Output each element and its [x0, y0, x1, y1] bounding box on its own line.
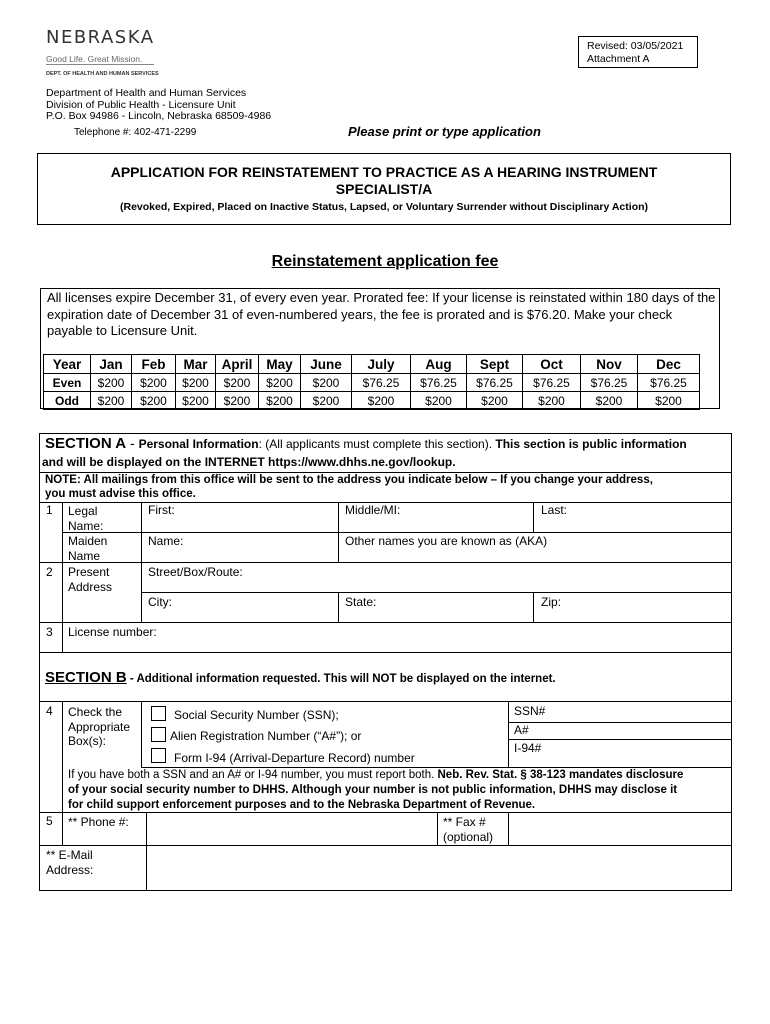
fee-cell: $200 — [581, 392, 638, 410]
fee-text: All licenses expire December 31, of every even year. Prorated fee: If your license is reinstated within 180 days of the expiration date of December 31 of even-numbered years, the fee is prorated and is $76.20. Make your check payable to Licensure Unit. — [47, 290, 716, 338]
fee-header-cell: April — [216, 355, 259, 374]
address-line: Division of Public Health - Licensure Unit — [46, 98, 236, 111]
fee-header-cell: May — [259, 355, 301, 374]
disclosure-note — [68, 768, 683, 783]
fee-cell: $200 — [91, 374, 132, 392]
fee-cell: $76.25 — [638, 374, 700, 392]
fee-cell: $200 — [132, 374, 176, 392]
fee-header-cell: Dec — [638, 355, 700, 374]
label-line: Legal — [68, 504, 98, 518]
section-a-subtitle: Personal Information — [138, 437, 259, 451]
fee-row-label: Odd — [44, 392, 91, 410]
label-line: Check the — [68, 705, 123, 719]
maiden-name-label — [68, 534, 107, 563]
fee-cell: $200 — [176, 392, 216, 410]
fee-cell: $200 — [176, 374, 216, 392]
aka-field[interactable]: Other names you are known as (AKA) — [345, 534, 548, 548]
section-a-public-note: This section is public information — [495, 437, 687, 451]
fee-cell: $200 — [301, 374, 352, 392]
address-line: Department of Health and Human Services — [46, 87, 247, 99]
item-number: 4 — [46, 704, 53, 718]
fee-row-label: Even — [44, 374, 91, 392]
label-line: Address: — [46, 862, 94, 877]
label-line: Address — [68, 579, 113, 594]
first-name-field[interactable]: First: — [148, 503, 175, 517]
print-instruction: Please print or type application — [348, 124, 541, 139]
fee-header-cell: Mar — [176, 355, 216, 374]
fee-cell: $200 — [91, 392, 132, 410]
ssn-field[interactable]: SSN# — [514, 704, 546, 718]
fax-label — [443, 815, 493, 844]
fee-cell: $76.25 — [523, 374, 581, 392]
fee-cell: $200 — [132, 392, 176, 410]
check-boxes-label — [68, 705, 130, 749]
fee-cell: $200 — [638, 392, 700, 410]
i94-checkbox[interactable] — [151, 748, 166, 763]
alien-option-label: Alien Registration Number (“A#”); or — [170, 729, 362, 743]
logo-dept: DEPT. OF HEALTH AND HUMAN SERVICES — [46, 71, 159, 77]
fee-cell: $200 — [467, 392, 523, 410]
legal-name-label — [68, 504, 103, 533]
zip-field[interactable]: Zip: — [541, 595, 562, 609]
label-line: Maiden — [68, 534, 108, 548]
email-label — [46, 848, 93, 877]
maiden-name-field[interactable]: Name: — [148, 534, 184, 548]
label-line: (optional) — [443, 829, 494, 844]
fee-cell: $200 — [411, 392, 467, 410]
section-a-note: : (All applicants must complete this section). — [258, 437, 496, 451]
section-b-title: SECTION B — [45, 669, 127, 686]
fee-cell: $200 — [216, 374, 259, 392]
fee-heading: Reinstatement application fee — [271, 253, 499, 270]
label-line: Present — [68, 565, 110, 579]
i94-option-label: Form I-94 (Arrival-Departure Record) number — [174, 751, 415, 765]
mailing-note: NOTE: All mailings from this office will be sent to the address you indicate below – If you change your address, — [45, 474, 653, 486]
i94-field[interactable]: I-94# — [514, 741, 542, 755]
fee-header-cell: June — [301, 355, 352, 374]
fee-header-cell: July — [352, 355, 411, 374]
city-field[interactable]: City: — [148, 595, 172, 609]
address-line: P.O. Box 94986 - Lincoln, Nebraska 68509-4986 — [46, 110, 272, 122]
phone-field[interactable]: ** Phone #: — [68, 815, 129, 829]
telephone: Telephone #: 402-471-2299 — [74, 127, 197, 138]
fax-field[interactable] — [510, 815, 728, 843]
form-title: APPLICATION FOR REINSTATEMENT TO PRACTICE AS A HEARING INSTRUMENT SPECIALIST/A — [110, 164, 658, 197]
fee-cell: $200 — [216, 392, 259, 410]
nebraska-logo: NEBRASKA — [46, 27, 155, 48]
fee-header-cell: Oct — [523, 355, 581, 374]
fee-cell: $200 — [352, 392, 411, 410]
present-address-label — [68, 565, 112, 594]
fee-cell: $200 — [523, 392, 581, 410]
last-name-field[interactable]: Last: — [541, 503, 568, 517]
fee-cell: $200 — [259, 392, 301, 410]
street-field[interactable]: Street/Box/Route: — [148, 565, 243, 579]
item-number: 2 — [46, 565, 53, 579]
disclosure-statute: Neb. Rev. Stat. § 38-123 mandates disclosure — [437, 769, 684, 781]
alien-number-field[interactable]: A# — [514, 723, 529, 737]
label-line: Name: — [68, 518, 104, 533]
label-line: ** E-Mail — [46, 848, 93, 862]
label-line: Box(s): — [68, 734, 107, 748]
section-a-header — [45, 436, 687, 452]
disclosure-note-cont: of your social security number to DHHS. Although your number is not public information, DHHS may disclose it — [68, 784, 678, 796]
item-number: 3 — [46, 625, 53, 639]
mailing-note-cont: you must advise this office. — [45, 488, 196, 500]
label-line: Appropriate — [68, 719, 131, 734]
fee-cell: $200 — [301, 392, 352, 410]
middle-name-field[interactable]: Middle/MI: — [345, 503, 401, 517]
state-field[interactable]: State: — [345, 595, 377, 609]
section-a-public-note-cont: and will be displayed on the INTERNET https://www.dhhs.ne.gov/lookup. — [42, 455, 456, 469]
fee-header-cell: Sept — [467, 355, 523, 374]
revised-date: Revised: 03/05/2021 — [587, 40, 684, 52]
fee-header-cell: Feb — [132, 355, 176, 374]
section-b-header — [45, 671, 556, 687]
fee-header-cell: Nov — [581, 355, 638, 374]
fee-header-cell: Aug — [411, 355, 467, 374]
fee-cell: $200 — [259, 374, 301, 392]
fee-header-cell: Year — [44, 355, 91, 374]
item-number: 1 — [46, 503, 53, 517]
ssn-checkbox[interactable] — [151, 706, 166, 721]
attachment-label: Attachment A — [587, 53, 650, 65]
logo-tagline: Good Life. Great Mission. — [46, 54, 143, 64]
section-b-subtitle: - Additional information requested. This will NOT be displayed on the internet. — [126, 673, 556, 685]
fee-cell: $76.25 — [581, 374, 638, 392]
license-number-field[interactable]: License number: — [68, 625, 157, 639]
section-a-title: SECTION A — [45, 435, 127, 452]
fee-header-cell: Jan — [91, 355, 132, 374]
fee-cell: $76.25 — [411, 374, 467, 392]
label-line: Name — [68, 548, 101, 563]
disclosure-plain: If you have both a SSN and an A# or I-94 number, you must report both. — [68, 769, 438, 781]
ssn-option-label: Social Security Number (SSN); — [174, 708, 339, 722]
alien-number-checkbox[interactable] — [151, 727, 166, 742]
fee-cell: $76.25 — [352, 374, 411, 392]
fee-cell: $76.25 — [467, 374, 523, 392]
email-field[interactable] — [148, 847, 728, 888]
disclosure-note-cont: for child support enforcement purposes and to the Nebraska Department of Revenue. — [68, 799, 536, 811]
form-subtitle: (Revoked, Expired, Placed on Inactive Status, Lapsed, or Voluntary Surrender without Disciplinary Action) — [119, 201, 649, 213]
label-line: ** Fax # — [443, 815, 486, 829]
item-number: 5 — [46, 814, 53, 828]
section-a-dash: - — [126, 435, 139, 451]
